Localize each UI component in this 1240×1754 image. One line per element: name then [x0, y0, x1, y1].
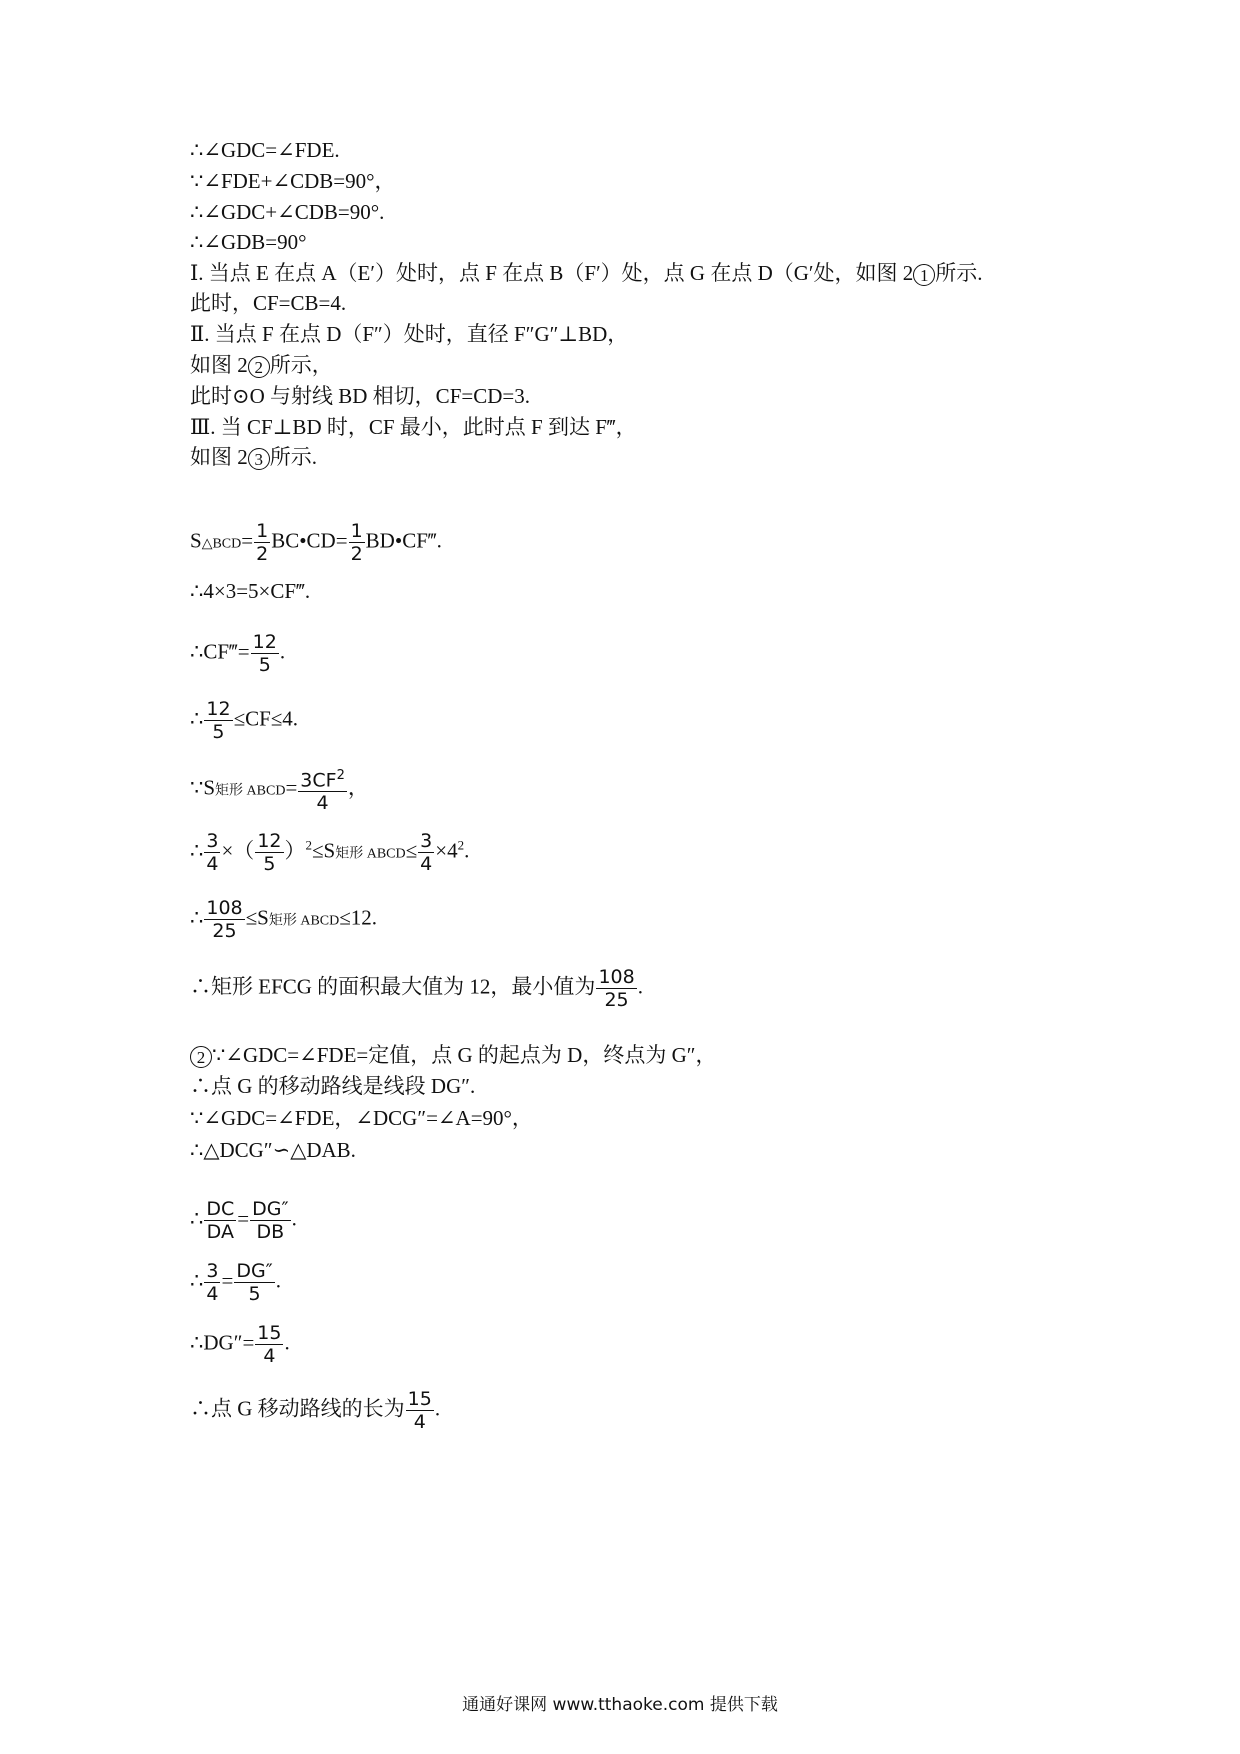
conclusion-area: ∴矩形 EFCG 的面积最大值为 12，最小值为 $\frac{108}{25}$ .: [190, 966, 643, 1011]
equation-area: [190, 520, 442, 565]
fraction: $\frac{3CF^2}{4}$: [298, 765, 347, 814]
equation-area-rect: ∵S矩形 ABCD= $\frac{3CF^2}{4}$ ，: [190, 765, 369, 814]
equation-cf: ∴CF‴= $\frac{12}{5}$ .: [190, 631, 286, 676]
text-line: Ⅲ. 当 CF⊥BD 时，CF 最小，此时点 F 到达 F‴，: [190, 415, 637, 439]
proportion-1: ∴ $\frac{DC}{DA}$ = $\frac{DG''}{DB}$ .: [190, 1198, 297, 1243]
text-line: 2 ∵∠GDC=∠FDE=定值，点 G 的起点为 D，终点为 G″，: [190, 1042, 717, 1068]
text-span: 所示.: [935, 261, 983, 285]
inequality-area-result: ∴ $\frac{108}{25}$ ≤S矩形 ABCD≤12.: [190, 897, 378, 942]
fraction: $\frac{3}{4}$: [206, 830, 219, 875]
fraction: $\frac{108}{25}$: [206, 897, 243, 942]
text-line: ∴∠GDC=∠FDE.: [190, 138, 340, 162]
fraction: $\frac{1}{2}$: [350, 520, 363, 565]
fraction: $\frac{15}{4}$: [257, 1322, 282, 1367]
math-text: BD•CF‴.: [365, 528, 442, 553]
text-line: ∴∠GDC+∠CDB=90°.: [190, 200, 385, 224]
fraction: $\frac{15}{4}$: [407, 1388, 432, 1433]
inequality-cf: ∴ $\frac{12}{5}$ ≤CF≤4.: [190, 698, 299, 743]
circled-one: 1: [913, 264, 935, 286]
math-sub: △BCD: [201, 536, 242, 552]
text-line: ∵∠GDC=∠FDE，∠DCG″=∠A=90°，: [190, 1106, 533, 1130]
fraction: $\frac{12}{5}$: [252, 631, 277, 676]
text-span: 所示，: [269, 353, 333, 377]
text-line: ∴△DCG″∽△DAB.: [190, 1138, 356, 1162]
text-span: Ⅰ. 当点 E 在点 A（E′）处时，点 F 在点 B（F′）处，点 G 在点 D（G′处，如图 2: [190, 261, 914, 285]
fraction: $\frac{12}{5}$: [206, 698, 231, 743]
fraction: $\frac{DG''}{DB}$: [252, 1198, 289, 1243]
fraction: $\frac{3}{4}$: [420, 830, 433, 875]
text-line: ∴4×3=5×CF‴.: [190, 579, 311, 603]
circled-three: 3: [248, 448, 270, 470]
text-line: 此时⊙O 与射线 BD 相切，CF=CD=3.: [190, 384, 530, 408]
inequality-area: ∴ $\frac{3}{4}$ ×（ $\frac{12}{5}$ ）$^2$≤S矩形 ABCD≤ $\frac{3}{4}$ $\times 4^2$.: [190, 830, 470, 875]
text-span: 所示.: [269, 445, 317, 469]
fraction: $\frac{108}{25}$: [598, 966, 635, 1011]
text-span: 如图 2: [190, 353, 248, 377]
text-line: [190, 260, 983, 286]
text-span: 如图 2: [190, 445, 248, 469]
text-line: [190, 352, 333, 378]
equation-dg: ∴DG″= $\frac{15}{4}$ .: [190, 1322, 290, 1367]
math-text: BC•CD=: [271, 528, 348, 553]
circled-two: 2: [190, 1046, 212, 1068]
math-text: S: [190, 528, 202, 553]
proportion-2: ∴ $\frac{3}{4}$ = $\frac{DG''}{5}$ .: [190, 1260, 282, 1305]
fraction: $\frac{12}{5}$: [257, 830, 282, 875]
text-line: 此时，CF=CB=4.: [190, 291, 347, 315]
page-footer: 通通好课网 www.tthaoke.com 提供下载: [462, 1695, 778, 1715]
conclusion-path: ∴点 G 移动路线的长为 $\frac{15}{4}$ .: [190, 1388, 441, 1433]
circled-two: 2: [248, 356, 270, 378]
fraction: $\frac{3}{4}$: [206, 1260, 219, 1305]
text-line: ∵∠FDE+∠CDB=90°，: [190, 169, 396, 193]
text-line: ∴点 G 的移动路线是线段 DG″.: [190, 1074, 476, 1098]
text-line: ∴∠GDB=90°: [190, 230, 307, 254]
math-text: =: [241, 528, 254, 553]
text-line: [190, 444, 317, 470]
text-line: Ⅱ. 当点 F 在点 D（F″）处时，直径 F″G″⊥BD，: [190, 322, 629, 346]
fraction: $\frac{DG''}{5}$: [236, 1260, 273, 1305]
fraction: $\frac{DC}{DA}$: [206, 1198, 235, 1243]
fraction: $\frac{1}{2}$: [256, 520, 269, 565]
